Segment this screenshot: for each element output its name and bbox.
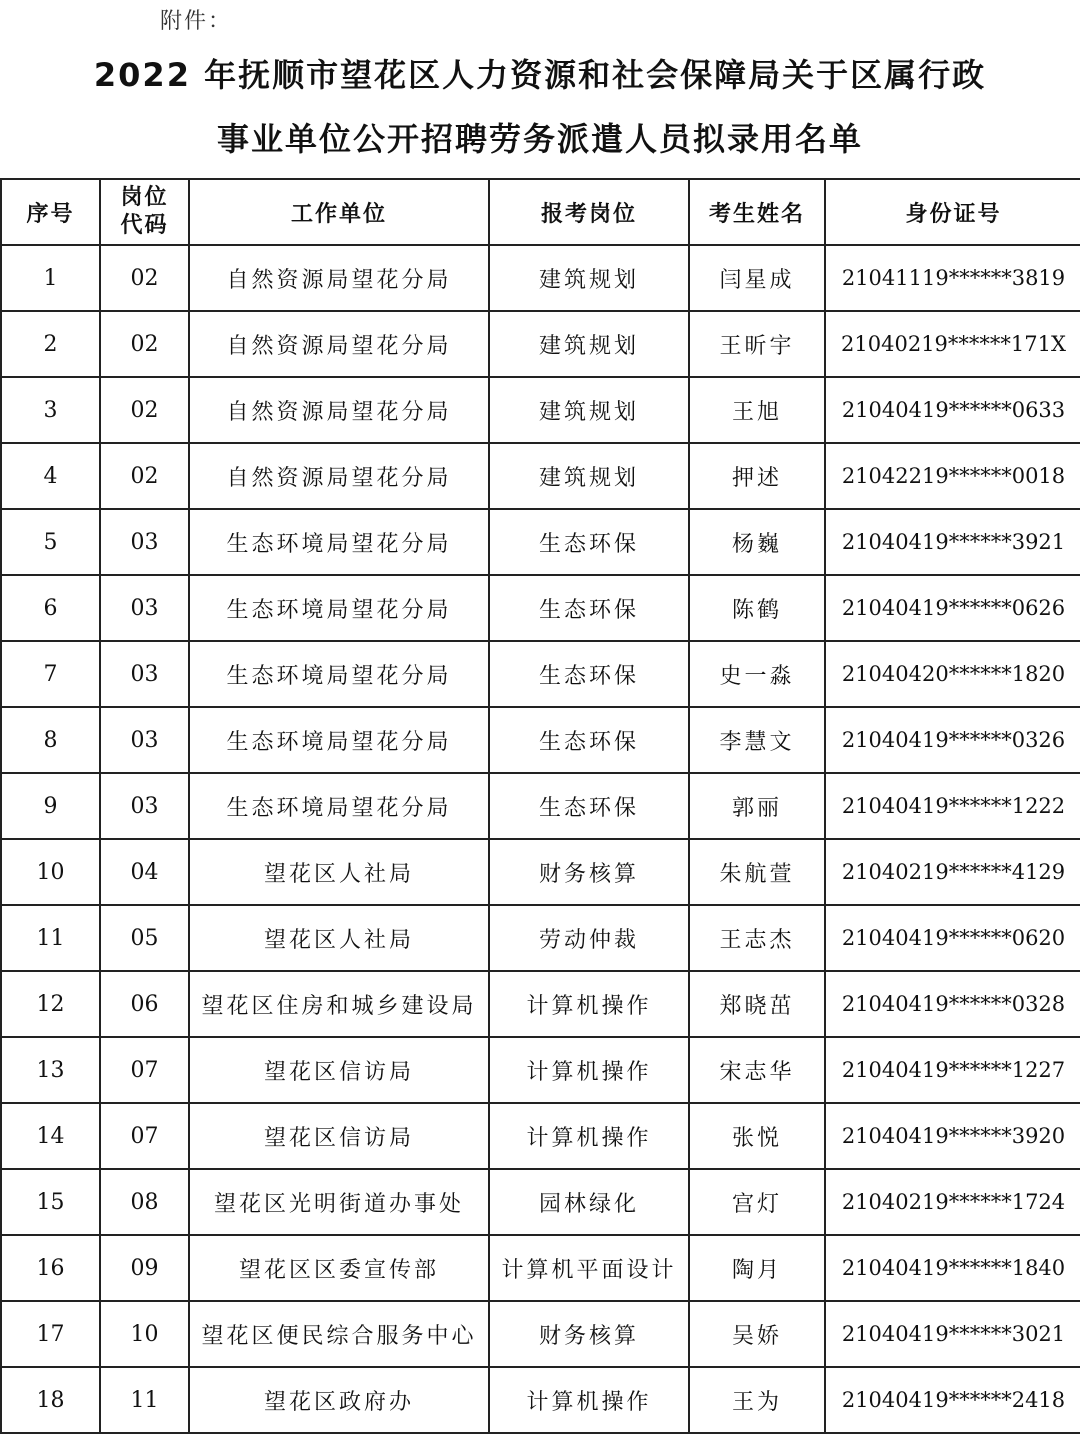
cell-seq: 8 bbox=[1, 707, 100, 773]
cell-name: 闫星成 bbox=[689, 245, 825, 311]
cell-seq: 1 bbox=[1, 245, 100, 311]
header-position: 报考岗位 bbox=[489, 179, 689, 245]
cell-position: 生态环保 bbox=[489, 575, 689, 641]
cell-name: 陶月 bbox=[689, 1235, 825, 1301]
cell-position: 财务核算 bbox=[489, 839, 689, 905]
cell-id-number: 21040219******171X bbox=[825, 311, 1080, 377]
cell-post-code: 02 bbox=[100, 377, 189, 443]
cell-unit: 生态环境局望花分局 bbox=[189, 509, 489, 575]
cell-id-number: 21040419******0620 bbox=[825, 905, 1080, 971]
cell-name: 张悦 bbox=[689, 1103, 825, 1169]
cell-id-number: 21040419******0633 bbox=[825, 377, 1080, 443]
cell-seq: 15 bbox=[1, 1169, 100, 1235]
cell-unit: 望花区人社局 bbox=[189, 905, 489, 971]
cell-name: 王为 bbox=[689, 1367, 825, 1433]
cell-position: 生态环保 bbox=[489, 509, 689, 575]
cell-seq: 16 bbox=[1, 1235, 100, 1301]
cell-id-number: 21040419******3021 bbox=[825, 1301, 1080, 1367]
cell-post-code: 02 bbox=[100, 245, 189, 311]
cell-seq: 6 bbox=[1, 575, 100, 641]
cell-post-code: 05 bbox=[100, 905, 189, 971]
cell-id-number: 21040419******2418 bbox=[825, 1367, 1080, 1433]
cell-position: 劳动仲裁 bbox=[489, 905, 689, 971]
table-row bbox=[1, 377, 1080, 443]
cell-seq: 2 bbox=[1, 311, 100, 377]
cell-position: 园林绿化 bbox=[489, 1169, 689, 1235]
cell-name: 吴娇 bbox=[689, 1301, 825, 1367]
hiring-list-table bbox=[0, 178, 1080, 1434]
cell-id-number: 21040419******0326 bbox=[825, 707, 1080, 773]
cell-name: 史一淼 bbox=[689, 641, 825, 707]
header-post-code bbox=[100, 179, 189, 245]
cell-unit: 望花区政府办 bbox=[189, 1367, 489, 1433]
table-row bbox=[1, 773, 1080, 839]
table-row bbox=[1, 1235, 1080, 1301]
cell-position: 计算机操作 bbox=[489, 1367, 689, 1433]
document-title-line-1: 2022 年抚顺市望花区人力资源和社会保障局关于区属行政 bbox=[93, 56, 987, 94]
cell-seq: 3 bbox=[1, 377, 100, 443]
cell-unit: 生态环境局望花分局 bbox=[189, 707, 489, 773]
cell-unit: 自然资源局望花分局 bbox=[189, 245, 489, 311]
cell-id-number: 21040419******0626 bbox=[825, 575, 1080, 641]
cell-seq: 7 bbox=[1, 641, 100, 707]
cell-id-number: 21040419******1840 bbox=[825, 1235, 1080, 1301]
cell-seq: 4 bbox=[1, 443, 100, 509]
header-post-code-line-2: 代码 bbox=[120, 213, 169, 238]
cell-unit: 望花区便民综合服务中心 bbox=[189, 1301, 489, 1367]
cell-seq: 18 bbox=[1, 1367, 100, 1433]
cell-id-number: 21042219******0018 bbox=[825, 443, 1080, 509]
cell-seq: 13 bbox=[1, 1037, 100, 1103]
cell-unit: 生态环境局望花分局 bbox=[189, 773, 489, 839]
header-unit: 工作单位 bbox=[189, 179, 489, 245]
cell-position: 生态环保 bbox=[489, 707, 689, 773]
cell-name: 郭丽 bbox=[689, 773, 825, 839]
cell-post-code: 03 bbox=[100, 575, 189, 641]
cell-unit: 望花区信访局 bbox=[189, 1103, 489, 1169]
cell-post-code: 10 bbox=[100, 1301, 189, 1367]
header-seq: 序号 bbox=[1, 179, 100, 245]
table-row bbox=[1, 311, 1080, 377]
cell-position: 财务核算 bbox=[489, 1301, 689, 1367]
cell-name: 李慧文 bbox=[689, 707, 825, 773]
table-row bbox=[1, 1367, 1080, 1433]
cell-seq: 11 bbox=[1, 905, 100, 971]
table-row bbox=[1, 1037, 1080, 1103]
cell-post-code: 02 bbox=[100, 311, 189, 377]
cell-seq: 14 bbox=[1, 1103, 100, 1169]
table-row bbox=[1, 509, 1080, 575]
cell-id-number: 21041119******3819 bbox=[825, 245, 1080, 311]
cell-seq: 17 bbox=[1, 1301, 100, 1367]
cell-unit: 自然资源局望花分局 bbox=[189, 377, 489, 443]
cell-unit: 望花区区委宣传部 bbox=[189, 1235, 489, 1301]
cell-id-number: 21040419******1222 bbox=[825, 773, 1080, 839]
cell-id-number: 21040419******1227 bbox=[825, 1037, 1080, 1103]
table-row bbox=[1, 905, 1080, 971]
cell-name: 朱航萱 bbox=[689, 839, 825, 905]
cell-name: 王昕宇 bbox=[689, 311, 825, 377]
cell-post-code: 03 bbox=[100, 641, 189, 707]
cell-position: 计算机平面设计 bbox=[489, 1235, 689, 1301]
cell-name: 宋志华 bbox=[689, 1037, 825, 1103]
cell-id-number: 21040419******0328 bbox=[825, 971, 1080, 1037]
cell-unit: 生态环境局望花分局 bbox=[189, 575, 489, 641]
cell-seq: 12 bbox=[1, 971, 100, 1037]
cell-position: 建筑规划 bbox=[489, 311, 689, 377]
cell-unit: 望花区信访局 bbox=[189, 1037, 489, 1103]
header-post-code-line-1: 岗位 bbox=[120, 185, 169, 210]
table-row bbox=[1, 1103, 1080, 1169]
table-body bbox=[1, 245, 1080, 1433]
table-row bbox=[1, 839, 1080, 905]
table-row bbox=[1, 245, 1080, 311]
cell-post-code: 09 bbox=[100, 1235, 189, 1301]
cell-seq: 10 bbox=[1, 839, 100, 905]
cell-position: 计算机操作 bbox=[489, 971, 689, 1037]
header-name: 考生姓名 bbox=[689, 179, 825, 245]
attachment-label: 附件： bbox=[160, 9, 233, 34]
cell-post-code: 04 bbox=[100, 839, 189, 905]
cell-name: 杨巍 bbox=[689, 509, 825, 575]
cell-id-number: 21040219******4129 bbox=[825, 839, 1080, 905]
cell-unit: 自然资源局望花分局 bbox=[189, 443, 489, 509]
cell-id-number: 21040420******1820 bbox=[825, 641, 1080, 707]
document-title-line-2: 事业单位公开招聘劳务派遣人员拟录用名单 bbox=[216, 120, 863, 158]
cell-post-code: 02 bbox=[100, 443, 189, 509]
cell-id-number: 21040419******3921 bbox=[825, 509, 1080, 575]
table-header-row bbox=[1, 179, 1080, 245]
cell-post-code: 03 bbox=[100, 773, 189, 839]
table-row bbox=[1, 443, 1080, 509]
cell-post-code: 08 bbox=[100, 1169, 189, 1235]
cell-unit: 生态环境局望花分局 bbox=[189, 641, 489, 707]
cell-name: 押述 bbox=[689, 443, 825, 509]
cell-unit: 望花区住房和城乡建设局 bbox=[189, 971, 489, 1037]
cell-unit: 望花区光明街道办事处 bbox=[189, 1169, 489, 1235]
cell-unit: 望花区人社局 bbox=[189, 839, 489, 905]
table-row bbox=[1, 575, 1080, 641]
cell-position: 建筑规划 bbox=[489, 245, 689, 311]
cell-id-number: 21040219******1724 bbox=[825, 1169, 1080, 1235]
cell-name: 陈鹤 bbox=[689, 575, 825, 641]
cell-position: 建筑规划 bbox=[489, 443, 689, 509]
cell-position: 计算机操作 bbox=[489, 1103, 689, 1169]
cell-position: 计算机操作 bbox=[489, 1037, 689, 1103]
cell-position: 建筑规划 bbox=[489, 377, 689, 443]
cell-name: 王志杰 bbox=[689, 905, 825, 971]
cell-post-code: 03 bbox=[100, 509, 189, 575]
cell-id-number: 21040419******3920 bbox=[825, 1103, 1080, 1169]
cell-name: 郑晓茁 bbox=[689, 971, 825, 1037]
cell-post-code: 07 bbox=[100, 1103, 189, 1169]
cell-position: 生态环保 bbox=[489, 773, 689, 839]
table-row bbox=[1, 971, 1080, 1037]
cell-post-code: 07 bbox=[100, 1037, 189, 1103]
table-row bbox=[1, 1169, 1080, 1235]
cell-name: 王旭 bbox=[689, 377, 825, 443]
cell-unit: 自然资源局望花分局 bbox=[189, 311, 489, 377]
cell-seq: 5 bbox=[1, 509, 100, 575]
cell-post-code: 11 bbox=[100, 1367, 189, 1433]
table-row bbox=[1, 641, 1080, 707]
table-row bbox=[1, 707, 1080, 773]
cell-position: 生态环保 bbox=[489, 641, 689, 707]
table-row bbox=[1, 1301, 1080, 1367]
header-id-number: 身份证号 bbox=[825, 179, 1080, 245]
cell-post-code: 03 bbox=[100, 707, 189, 773]
cell-seq: 9 bbox=[1, 773, 100, 839]
cell-name: 宫灯 bbox=[689, 1169, 825, 1235]
cell-post-code: 06 bbox=[100, 971, 189, 1037]
